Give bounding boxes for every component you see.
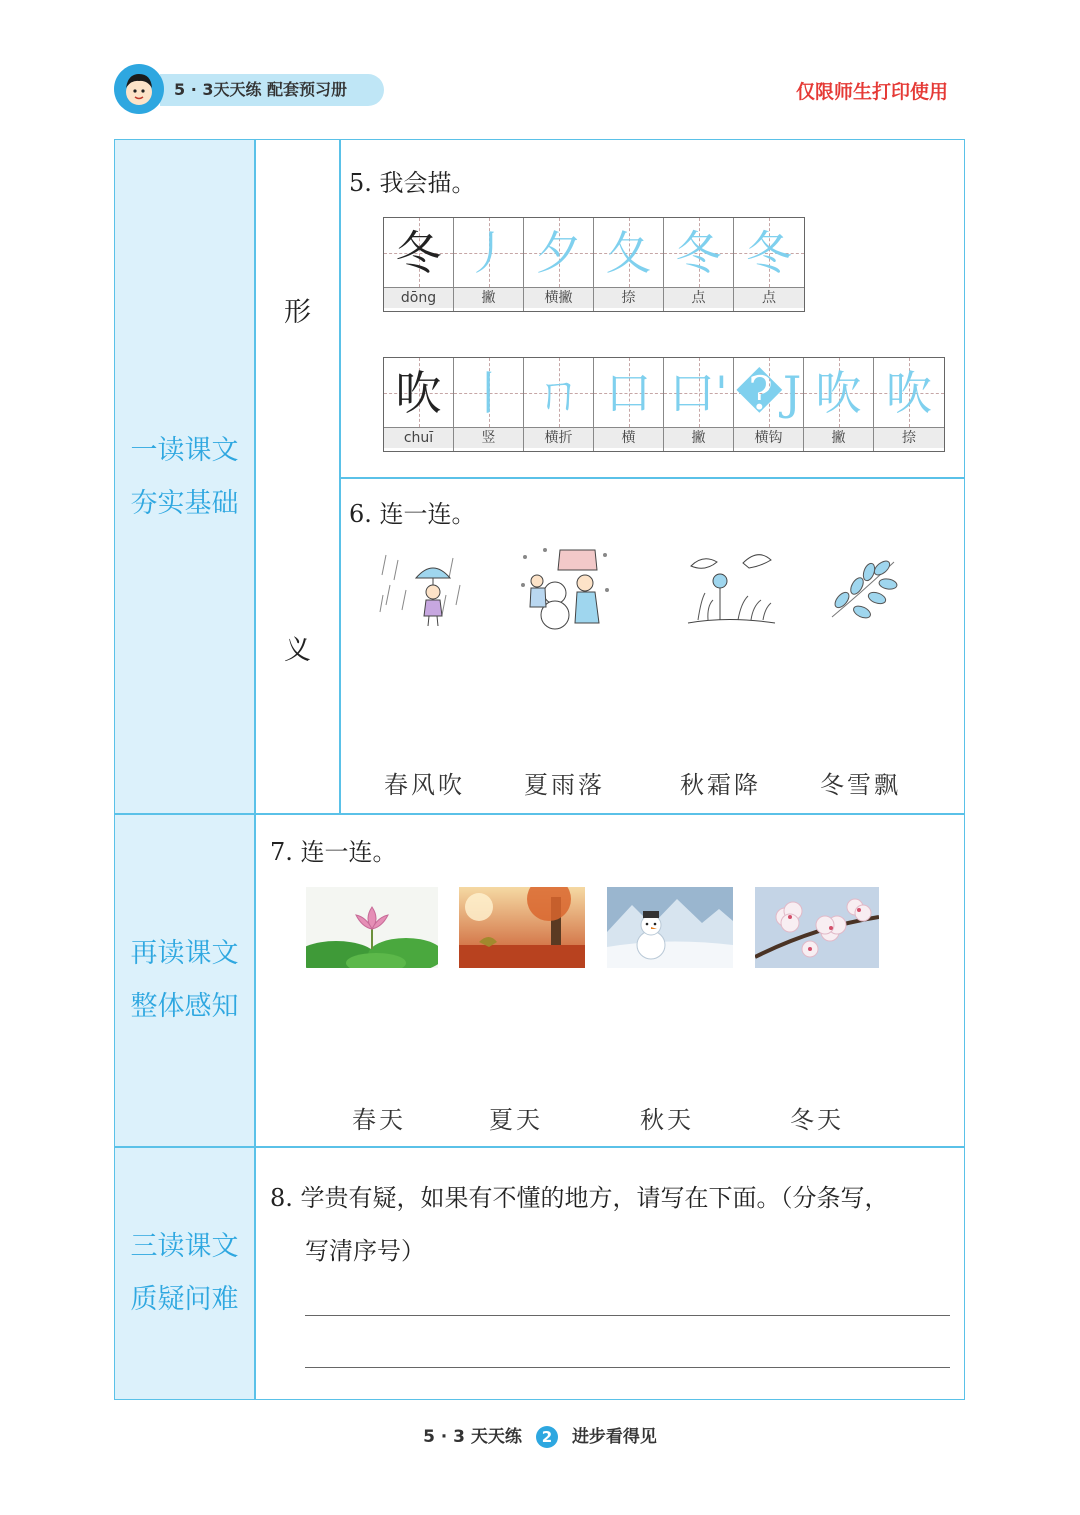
- snowman-photo[interactable]: [607, 887, 733, 968]
- q8-prompt-line1: 8. 学贵有疑，如果有不懂的地方，请写在下面。（分条写，: [270, 1184, 889, 1212]
- stroke-label: 捺: [594, 288, 663, 308]
- section3-label: 三读课文 质疑问难: [130, 1231, 239, 1315]
- answer-line-1[interactable]: [305, 1315, 950, 1316]
- q7-title: 7. 连一连。: [270, 838, 397, 866]
- row-divider-section1: [115, 813, 964, 815]
- answer-spring[interactable]: 春天: [352, 1106, 406, 1134]
- autumn-tree-photo[interactable]: [459, 887, 585, 968]
- stroke-label: 捺: [874, 428, 944, 448]
- stroke-label: 撇: [664, 428, 733, 448]
- leaves-picture[interactable]: [822, 552, 902, 632]
- stroke-label: 撇: [804, 428, 873, 448]
- pinyin-label: chuī: [384, 428, 453, 448]
- flowers-picture[interactable]: [683, 548, 778, 628]
- stroke-label: 横折: [524, 428, 593, 448]
- footer-series: 5 · 3 天天练: [423, 1427, 522, 1447]
- stroke-label: 横: [594, 428, 663, 448]
- stroke-grid-chui: 吹 chuī 丨 竖 ㄇ 横折 口 横 口' 撇 �J 横钩 吹 撇 吹 捺: [383, 357, 945, 452]
- row-divider-form: [339, 477, 964, 479]
- lotus-photo[interactable]: [306, 887, 438, 968]
- stroke-label: 点: [664, 288, 733, 308]
- stroke-label: 横钩: [734, 428, 803, 448]
- answer-line-2[interactable]: [305, 1367, 950, 1368]
- answer-autumn-frost[interactable]: 秋霜降: [680, 771, 761, 799]
- stroke-grid-dong: 冬 dōng 丿 撇 夕 横撇 夂 捺 冬 点 冬 点: [383, 217, 805, 312]
- snowman-kids-picture[interactable]: [515, 545, 615, 630]
- stroke-label: 撇: [454, 288, 523, 308]
- form-label: 形: [284, 297, 311, 328]
- blossom-photo[interactable]: [755, 887, 879, 968]
- footer-slogan: 进步看得见: [571, 1427, 657, 1447]
- answer-spring-wind[interactable]: 春风吹: [384, 771, 465, 799]
- answer-autumn[interactable]: 秋天: [640, 1106, 694, 1134]
- page-footer: [0, 1422, 1080, 1448]
- print-notice: 仅限师生打印使用: [796, 81, 949, 103]
- section2-label: 再读课文 整体感知: [130, 938, 239, 1022]
- series-banner: 5 · 3天天练 配套预习册: [160, 74, 384, 106]
- q5-title: 5. 我会描。: [349, 169, 476, 197]
- answer-winter[interactable]: 冬天: [790, 1106, 844, 1134]
- row-divider-section2: [115, 1146, 964, 1148]
- q8-prompt-line2: 写清序号）: [305, 1237, 425, 1265]
- stroke-label: 竖: [454, 428, 523, 448]
- mascot-logo: [114, 64, 164, 114]
- pinyin-label: dōng: [384, 288, 453, 308]
- answer-summer-rain[interactable]: 夏雨落: [524, 771, 605, 799]
- section1-label: 一读课文 夯实基础: [130, 435, 239, 519]
- answer-winter-snow[interactable]: 冬雪飘: [820, 771, 901, 799]
- stroke-label: 点: [734, 288, 804, 308]
- q6-title: 6. 连一连。: [349, 500, 476, 528]
- answer-summer[interactable]: 夏天: [489, 1106, 543, 1134]
- stroke-label: 横撇: [524, 288, 593, 308]
- page-number: 2: [536, 1426, 558, 1448]
- rain-girl-picture[interactable]: [378, 550, 473, 630]
- meaning-label: 义: [284, 635, 311, 666]
